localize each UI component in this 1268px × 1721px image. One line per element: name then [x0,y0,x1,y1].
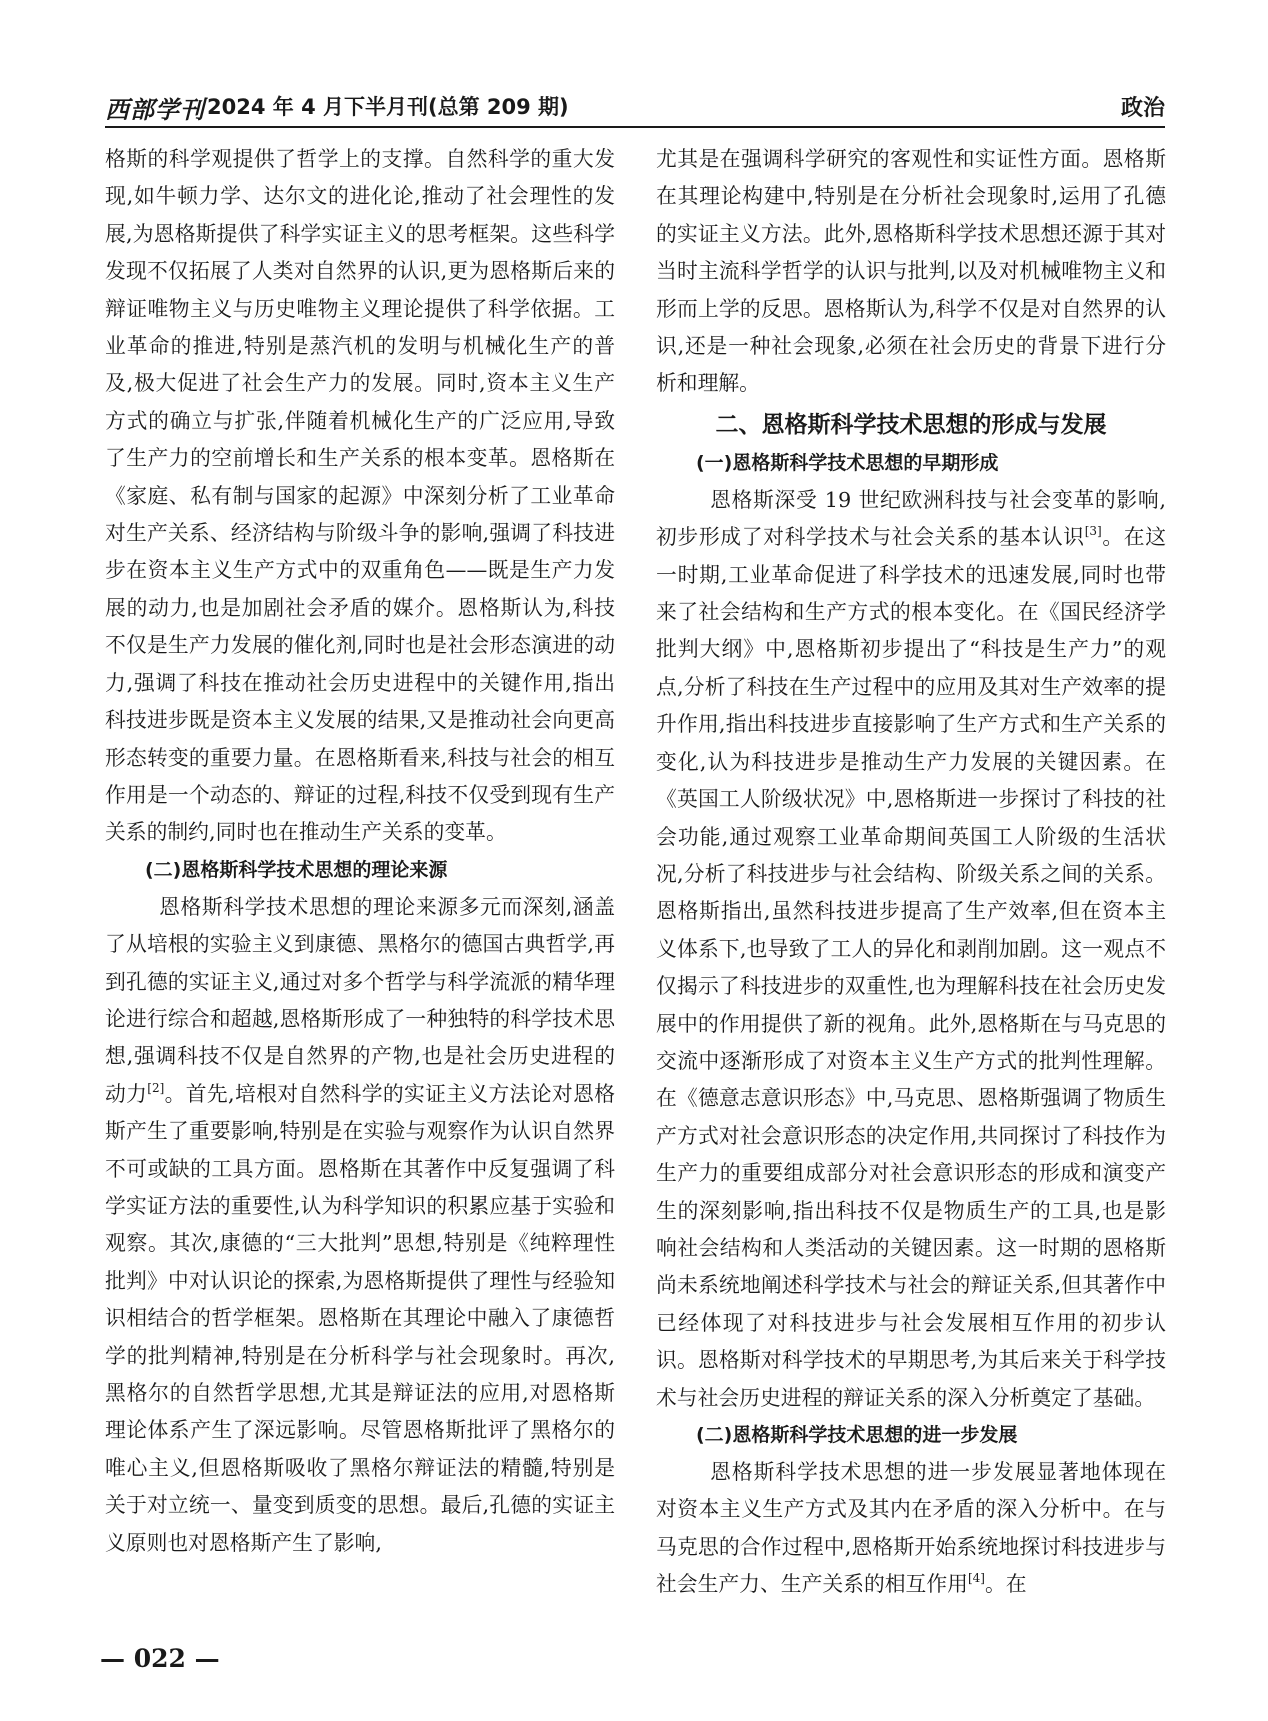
paragraph [656,482,1166,1417]
page-number: — 022 — [100,1644,220,1673]
paragraph [105,889,615,1562]
citation-ref: [3] [1084,524,1102,539]
issue-info: 2024 年 4 月下半月刊(总第 209 期) [207,95,569,119]
subheading-theory-sources: (二)恩格斯科学技术思想的理论来源 [145,858,448,881]
right-column [656,141,1166,1604]
header-rule [105,126,1165,128]
running-header [105,88,1165,124]
paragraph-text: 恩格斯科学技术思想的进一步发展显著地体现在对资本主义生产方式及其内在矛盾的深入分析中。在与马克思的合作过程中,恩格斯开始系统地探讨科技进步与社会生产力、生产关系的相互作用 [656,1460,1166,1597]
paragraph-text: 。在这一时期,工业革命促进了科学技术的迅速发展,同时也带来了社会结构和生产方式的根本变化。在《国民经济学批判大纲》中,恩格斯初步提出了“科技是生产力”的观点,分析了科技在生产过程中的应用及其对生产效率的提升作用,指出科技进步直接影响了生产方式和生产关系的变化,认为科技进步是推动生产力发展的关键因素。在《英国工人阶级状况》中,恩格斯进一步探讨了科技的社会功能,通过观察工业革命期间英国工人阶级的生活状况,分析了科技进步与社会结构、阶级关系之间的关系。恩格斯指出,虽然科技进步提高了生产效率,但在资本主义体系下,也导致了工人的异化和剥削加剧。这一观点不仅揭示了科技进步的双重性,也为理解科技在社会历史发展中的作用提供了新的视角。此外,恩格斯在与马克思的交流中逐渐形成了对资本主义生产方式的批判性理解。在《德意志意识形态》中,马克思、恩格斯强调了物质生产方式对社会意识形态的决定作用,共同探讨了科技作为生产力的重要组成部分对社会意识形态的形成和演变产生的深刻影响,指出科技不仅是物质生产的工具,也是影响社会结构和人类活动的关键因素。这一时期的恩格斯尚未系统地阐述科学技术与社会的辩证关系,但其著作中已经体现了对科技进步与社会发展相互作用的初步认识。恩格斯对科学技术的早期思考,为其后来关于科学技术与社会历史进程的辩证关系的深入分析奠定了基础。 [656,525,1167,1410]
citation-ref: [2] [147,1080,165,1095]
paragraph-text: 。在 [984,1572,1027,1597]
paragraph-text: 恩格斯科学技术思想的理论来源多元而深刻,涵盖了从培根的实验主义到康德、黑格尔的德国古典哲学,再到孔德的实证主义,通过对多个哲学与科学流派的精华理论进行综合和超越,恩格斯形成了一种独特的科学技术思想,强调科技不仅是自然界的产物,也是社会历史进程的动力 [105,894,615,1106]
subheading-further-development: (二)恩格斯科学技术思想的进一步发展 [696,1424,1018,1446]
left-column [105,141,615,1562]
paragraph: 格斯的科学观提供了哲学上的支撑。自然科学的重大发现,如牛顿力学、达尔文的进化论,推动了社会理性的发展,为恩格斯提供了科学实证主义的思考框架。这些科学发现不仅拓展了人类对自然界的认识,更为恩格斯后来的辩证唯物主义与历史唯物主义理论提供了科学依据。工业革命的推进,特别是蒸汽机的发明与机械化生产的普及,极大促进了社会生产力的发展。同时,资本主义生产方式的确立与扩张,伴随着机械化生产的广泛应用,导致了生产力的空前增长和生产关系的根本变革。恩格斯在《家庭、私有制与国家的起源》中深刻分析了工业革命对生产关系、经济结构与阶级斗争的影响,强调了科技进步在资本主义生产方式中的双重角色——既是生产力发展的动力,也是加剧社会矛盾的媒介。恩格斯认为,科技不仅是生产力发展的催化剂,同时也是社会形态演进的动力,强调了科技在推动社会历史进程中的关键作用,指出科技进步既是资本主义发展的结果,又是推动社会向更高形态转变的重要力量。在恩格斯看来,科技与社会的相互作用是一个动态的、辩证的过程,科技不仅受到现有生产关系的制约,同时也在推动生产关系的变革。 [105,147,615,845]
paragraph [656,1454,1166,1604]
paragraph-text: 。首先,培根对自然科学的实证主义方法论对恩格斯产生了重要影响,特别是在实验与观察作为认识自然界不可或缺的工具方面。恩格斯在其著作中反复强调了科学实证方法的重要性,认为科学知识的积累应基于实验和观察。其次,康德的“三大批判”思想,特别是《纯粹理性批判》中对认识论的探索,为恩格斯提供了理性与经验知识相结合的哲学框架。恩格斯在其理论中融入了康德哲学的批判精神,特别是在分析科学与社会现象时。再次,黑格尔的自然哲学思想,尤其是辩证法的应用,对恩格斯理论体系产生了深远影响。尽管恩格斯批评了黑格尔的唯心主义,但恩格斯吸收了黑格尔辩证法的精髓,特别是关于对立统一、量变到质变的思想。最后,孔德的实证主义原则也对恩格斯产生了影响, [105,1081,615,1555]
section-heading: 二、恩格斯科学技术思想的形成与发展 [715,411,1107,438]
subheading-early-formation: (一)恩格斯科学技术思想的早期形成 [696,451,999,474]
paragraph: 尤其是在强调科学研究的客观性和实证性方面。恩格斯在其理论构建中,特别是在分析社会现象时,运用了孔德的实证主义方法。此外,恩格斯科学技术思想还源于其对当时主流科学哲学的认识与批判,以及对机械唯物主义和形而上学的反思。恩格斯认为,科学不仅是对自然界的认识,还是一种社会现象,必须在社会历史的背景下进行分析和理解。 [656,147,1166,396]
section-label: 政治 [1120,96,1165,121]
journal-logo: 西部学刊 [105,95,205,124]
citation-ref: [4] [967,1571,985,1586]
paragraph-text: 恩格斯深受 19 世纪欧洲科技与社会变革的影响,初步形成了对科学技术与社会关系的基本认识 [656,487,1166,550]
